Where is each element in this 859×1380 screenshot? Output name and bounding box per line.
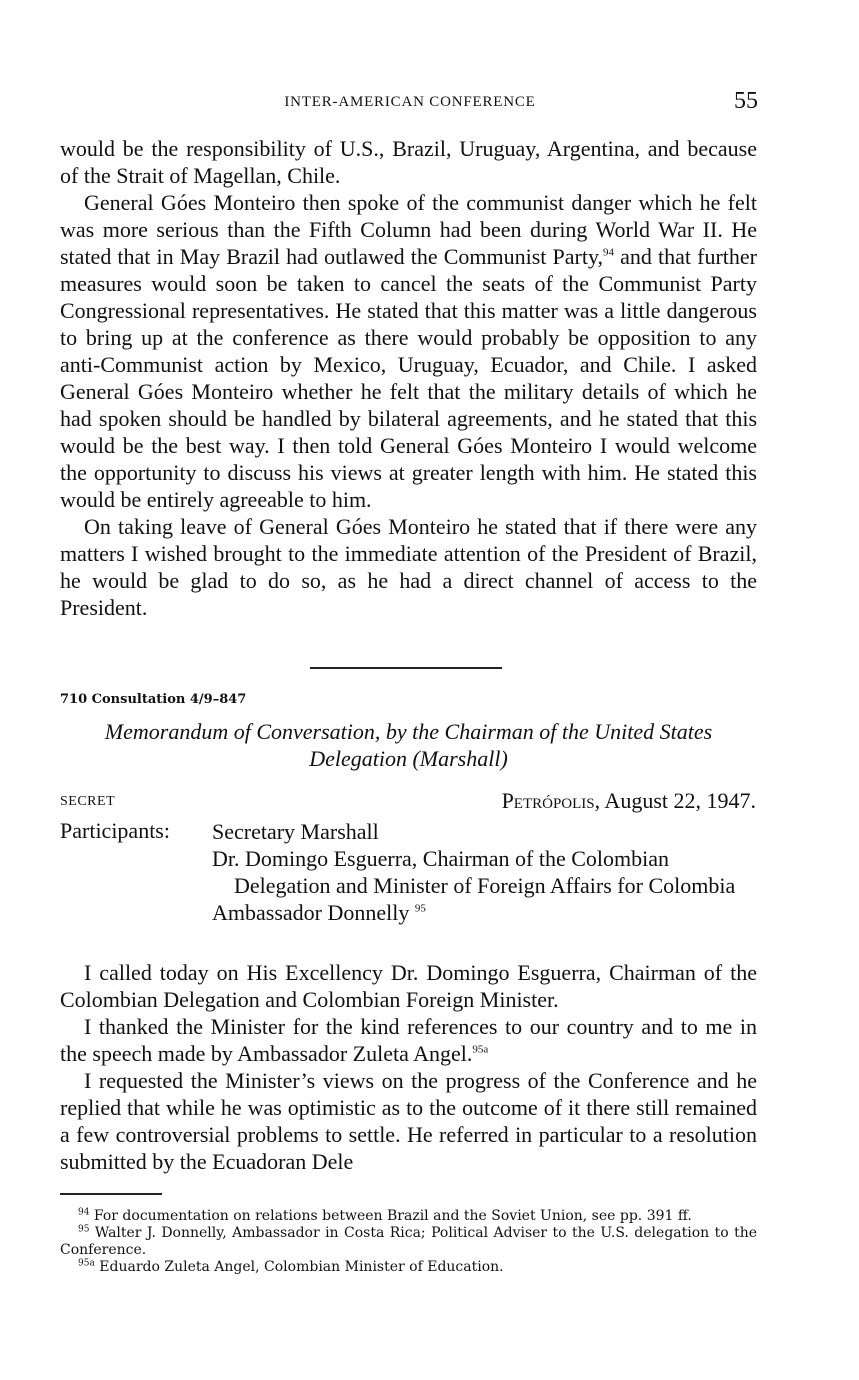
- participant: Secretary Marshall: [212, 819, 379, 844]
- footnote-reference: 95: [414, 902, 426, 915]
- paragraph: would be the responsibility of U.S., Brazil, Uruguay, Argentina, and because of the Strait of Magellan, Chile.: [60, 136, 757, 188]
- document-title: Memorandum of Conversation, by the Chairman of the United States Delegation (Marshall): [104, 719, 713, 771]
- footnote-reference: 94: [603, 246, 615, 259]
- footnote-divider: [60, 1193, 162, 1195]
- dateline-date: , August 22, 1947.: [594, 788, 756, 813]
- participant: Dr. Domingo Esguerra, Chairman of the Colombian Delegation and Minister of Foreign Affairs for Colombia: [212, 846, 736, 898]
- paragraph: On taking leave of General Góes Monteiro he stated that if there were any matters I wished brought to the immediate attention of the President of Brazil, he would be glad to do so, as he had a direct channel of access to the President.: [60, 514, 757, 620]
- footnotes: [60, 1208, 757, 1276]
- dateline-place: Petrópolis: [501, 788, 595, 813]
- paragraph: I requested the Minister’s views on the progress of the Conference and he replied that while he was optimistic as to the outcome of it there still remained a few controversial problems to settle. He referred in particular to a resolution submitted by the Ecuadoran Dele: [60, 1068, 757, 1174]
- opening-text: [60, 135, 757, 621]
- file-reference: 710 Consultation 4/9–847: [60, 692, 247, 707]
- paragraph: General Góes Monteiro then spoke of the communist danger which he felt was more serious than the Fifth Column had been during World War II. He stated that in May Brazil had outlawed the Communist Party,$^{94}$ and that further measures would soon be taken to cancel the seats of the Communist Party Congressional representatives. He stated that this matter was a little dangerous to bring up at the conference as there would probably be opposition to any anti-Communist action by Mexico, Uruguay, Ecuador, and Chile. I asked General Góes Monteiro whether he felt that the military details of which he had spoken should be handled by bilateral agreements, and he stated that this would be the best way. I then told General Góes Monteiro I would welcome the opportunity to discuss his views at greater length with him. He stated this would be entirely agreeable to him.: [60, 190, 757, 512]
- paragraph: I called today on His Excellency Dr. Domingo Esguerra, Chairman of the Colombian Delegation and Colombian Foreign Minister.: [60, 960, 757, 1012]
- footnote: $^{95}$ Walter J. Donnelly, Ambassador in Costa Rica; Political Adviser to the U.S. delegation to the Conference.: [60, 1224, 758, 1258]
- paragraph: I thanked the Minister for the kind references to our country and to me in the speech made by Ambassador Zuleta Angel.$^{95a}$: [60, 1014, 757, 1066]
- participants-list: [212, 818, 757, 926]
- running-head: [60, 88, 760, 118]
- dateline: [502, 788, 756, 814]
- memo-text: [60, 959, 757, 1175]
- participants-label: Participants:: [60, 818, 170, 843]
- classification: SECRET: [60, 794, 116, 809]
- section-divider: [310, 667, 502, 669]
- footnote-reference: 95a: [472, 1043, 489, 1056]
- page-number: 55: [734, 88, 758, 114]
- footnote: $^{95a}$ Eduardo Zuleta Angel, Colombian Minister of Education.: [78, 1258, 504, 1275]
- participant: Ambassador Donnelly $^{95}$: [212, 900, 426, 925]
- running-title: INTER-AMERICAN CONFERENCE: [284, 94, 536, 110]
- footnote: $^{94}$ For documentation on relations between Brazil and the Soviet Union, see pp. 391 ff.: [78, 1207, 692, 1224]
